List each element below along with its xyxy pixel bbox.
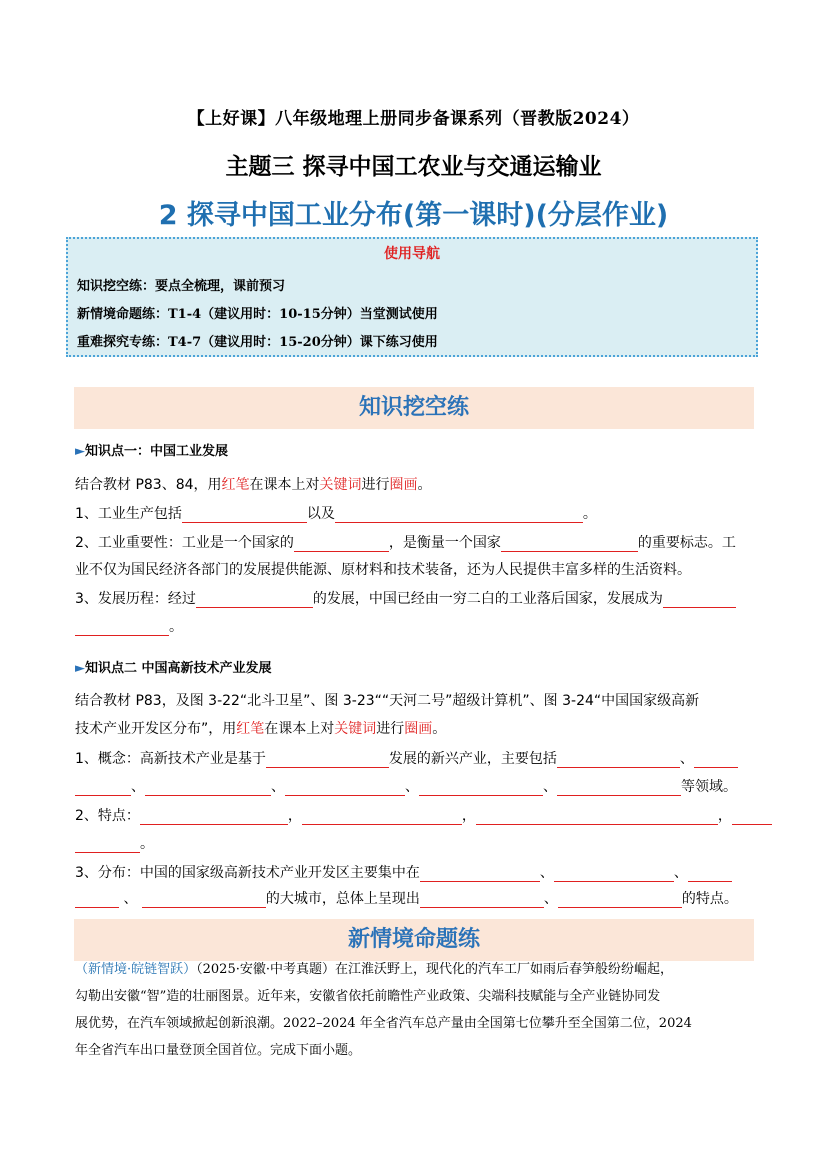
kp2-text: 知识点二 中国高新技术产业发展 [85,661,272,676]
series-title: 【上好课】八年级地理上册同步备课系列（晋教版2024） [187,109,640,129]
kp2-question-2: 2、特点： ， ， ， [75,805,772,825]
answer-blank[interactable] [663,593,736,608]
section-banner-knowledge: 知识挖空练 [74,387,754,429]
section-banner-new-context: 新情境命题练 [74,919,754,961]
answer-blank[interactable] [302,810,462,825]
knowledge-point-2-label [75,657,272,676]
answer-blank[interactable] [75,893,119,908]
guide-title: 使用导航 [384,246,440,262]
kp1-question-2: 2、工业重要性：工业是一个国家的 ，是衡量一个国家 的重要标志。工 [75,535,736,551]
answer-blank[interactable] [266,753,389,768]
guide-line: 新情境命题练：T1-4（建议用时：10-15分钟）当堂测试使用 [77,307,438,322]
kp2-question-3: 3、分布：中国的国家级高新技术产业开发区主要集中在 、 、 [75,862,732,882]
answer-blank[interactable] [145,781,271,796]
guide-line: 知识挖空练：要点全梳理，课前预习 [77,279,286,294]
kp1-intro: 结合教材 P83、84，用红笔在课本上对关键词进行圈画。 [75,477,432,493]
lesson-title: 2 探寻中国工业分布(第一课时)(分层作业) [158,200,669,231]
triangle-icon: ► [75,444,85,459]
answer-blank[interactable] [75,621,169,636]
triangle-icon: ► [75,661,85,676]
answer-blank[interactable] [294,537,389,552]
answer-blank[interactable] [419,781,543,796]
kp2-question-1-cont: 、 、 、 、 等领域。 [75,776,737,796]
answer-blank[interactable] [75,781,131,796]
kp1-question-3: 3、发展历程：经过 的发展，中国已经由一穷二白的工业落后国家，发展成为 [75,588,736,608]
knowledge-point-1-label [75,440,228,459]
answer-blank[interactable] [182,508,307,523]
kp2-question-3-cont: 、 的大城市，总体上呈现出 、 的特点。 [75,888,738,908]
context-passage: （新情境·皖链智跃）（2025·安徽·中考真题）在江淮沃野上，现代化的汽车工厂如雨后春笋般纷纷崛起， 勾勒出安徽“智”造的壮丽图景。近年来，安徽省依托前瞻性产业政策、尖端科技赋能与全产业链协同发 展优势，在汽车领域掀起创新浪潮。2022–2024 年全省汽车总产量由全国第七位攀升至全国第二位，2024 年全省汽车出口量登顶全国首位。完成下面小题。 [75,962,692,1058]
kp1-text: 知识点一：中国工业发展 [85,444,229,459]
kp1-question-3-cont: 。 [75,616,183,636]
answer-blank[interactable] [476,810,718,825]
answer-blank[interactable] [554,867,674,882]
answer-blank[interactable] [420,867,540,882]
answer-blank[interactable] [75,838,140,853]
answer-blank[interactable] [142,893,266,908]
theme-title: 主题三 探寻中国工农业与交通运输业 [225,154,602,180]
answer-blank[interactable] [558,893,682,908]
kp2-intro-2: 技术产业开发区分布”，用红笔在课本上对关键词进行圈画。 [75,721,447,737]
kp1-question-1: 1、工业生产包括 以及 。 [75,506,597,522]
answer-blank[interactable] [688,867,732,882]
usage-guide-box [66,237,758,357]
answer-blank[interactable] [285,781,405,796]
guide-line: 重难探究专练：T4-7（建议用时：15-20分钟）课下练习使用 [77,335,438,350]
answer-blank[interactable] [196,593,313,608]
kp1-question-2-cont: 业不仅为国民经济各部门的发展提供能源、原材料和技术装备，还为人民提供丰富多样的生活资料。 [75,562,691,578]
answer-blank[interactable] [557,753,680,768]
kp2-question-1: 1、概念：高新技术产业是基于 发展的新兴产业，主要包括 、 [75,748,738,768]
answer-blank[interactable] [335,508,583,523]
kp2-question-2-cont: 。 [75,833,154,853]
answer-blank[interactable] [732,810,772,825]
answer-blank[interactable] [694,753,738,768]
answer-blank[interactable] [140,810,288,825]
answer-blank[interactable] [501,537,638,552]
kp2-intro-1: 结合教材 P83，及图 3-22“北斗卫星”、图 3-23““天河二号”超级计算机”、图 3-24“中国国家级高新 [75,693,700,709]
answer-blank[interactable] [420,893,544,908]
answer-blank[interactable] [557,781,681,796]
